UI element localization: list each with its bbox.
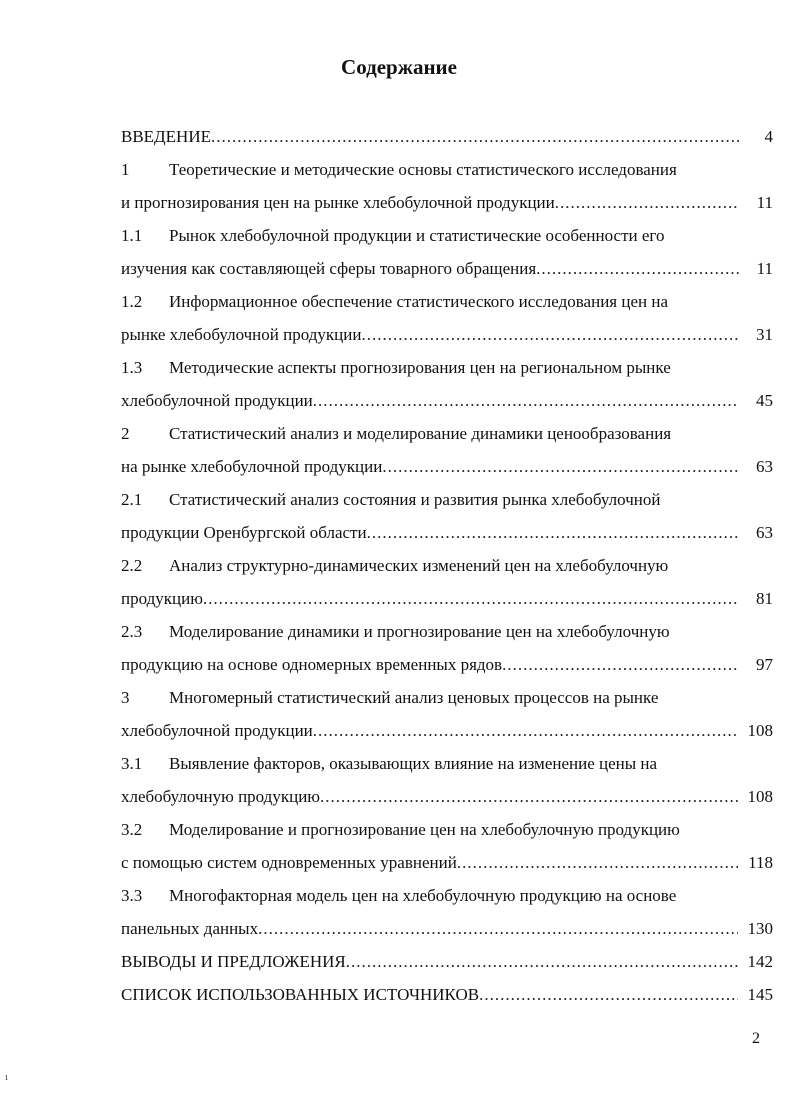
- toc-entry-2-1-continued[interactable]: [121, 520, 773, 546]
- page-title: Содержание: [341, 55, 457, 79]
- toc-entry-title-continued: продукцию: [121, 589, 203, 608]
- toc-page-number: 145: [747, 985, 773, 1004]
- toc-section-number: 1: [121, 160, 130, 179]
- toc-section-number: 2: [121, 424, 130, 443]
- toc-page-number: 81: [756, 589, 773, 608]
- dot-leader: [258, 916, 737, 942]
- toc-page-number: 11: [756, 193, 773, 212]
- toc-page-number: 63: [756, 523, 773, 542]
- toc-entry-title: Статистический анализ состояния и развития рынка хлебобулочной: [169, 490, 661, 509]
- toc-entry-1-2-continued[interactable]: [121, 322, 773, 348]
- dot-leader: [502, 652, 739, 678]
- toc-page-number: 108: [747, 787, 773, 806]
- toc-entry-3-3[interactable]: [121, 883, 773, 909]
- toc-entry-title: Информационное обеспечение статистического исследования цен на: [169, 292, 668, 311]
- toc-page-number: 130: [747, 919, 773, 938]
- toc-section-number: 2.1: [121, 490, 143, 509]
- toc-entry-title: Рынок хлебобулочной продукции и статистические особенности его: [169, 226, 665, 245]
- dot-leader: [361, 322, 739, 348]
- toc-entry-1-3-continued[interactable]: [121, 388, 773, 414]
- dot-leader: [320, 784, 738, 810]
- toc-entry-title: Моделирование и прогнозирование цен на хлебобулочную продукцию: [169, 820, 680, 839]
- page-number: 2: [752, 1030, 760, 1047]
- toc-page-number: 31: [756, 325, 773, 344]
- toc-page-number: 97: [756, 655, 773, 674]
- toc-entry-title-continued: хлебобулочной продукции: [121, 391, 313, 410]
- toc-entry-1-continued[interactable]: [121, 190, 773, 216]
- toc-entry-title-continued: панельных данных: [121, 919, 259, 938]
- toc-entry-title-continued: хлебобулочную продукцию: [121, 787, 320, 806]
- toc-entry-title: СПИСОК ИСПОЛЬЗОВАННЫХ ИСТОЧНИКОВ: [121, 985, 480, 1004]
- toc-section-number: 3: [121, 688, 130, 707]
- toc-entry-title: Статистический анализ и моделирование динамики ценообразования: [169, 424, 672, 443]
- toc-page-number: 11: [756, 259, 773, 278]
- toc-entry-2-2-continued[interactable]: [121, 586, 773, 612]
- dot-leader: [457, 850, 738, 876]
- dot-leader: [346, 949, 738, 975]
- toc-entry-introduction[interactable]: [121, 124, 773, 150]
- toc-entry-title-continued: продукции Оренбургской области: [121, 523, 367, 542]
- toc-section-number: 1.1: [121, 226, 143, 245]
- toc-entry-3-1[interactable]: [121, 751, 773, 777]
- toc-entry-title-continued: продукцию на основе одномерных временных рядов: [121, 655, 503, 674]
- toc-entry-title: Многомерный статистический анализ ценовых процессов на рынке: [169, 688, 659, 707]
- toc-section-number: 3.2: [121, 820, 143, 839]
- toc-section-number: 3.3: [121, 886, 143, 905]
- toc-entry-title-continued: изучения как составляющей сферы товарного обращения: [121, 259, 537, 278]
- toc-page-number: 4: [764, 127, 773, 146]
- toc-entry-2[interactable]: [121, 421, 773, 447]
- toc-section-number: 3.1: [121, 754, 143, 773]
- toc-page-number: 118: [748, 853, 773, 872]
- toc-entry-conclusions[interactable]: [121, 949, 773, 975]
- toc-entry-2-3-continued[interactable]: [121, 652, 773, 678]
- dot-leader: [479, 982, 737, 1008]
- dot-leader: [382, 454, 739, 480]
- toc-entry-3-2[interactable]: [121, 817, 773, 843]
- toc-page-number: 63: [756, 457, 773, 476]
- toc-entry-3-continued[interactable]: [121, 718, 773, 744]
- toc-entry-1-2[interactable]: [121, 289, 773, 315]
- toc-page-number: 142: [747, 952, 773, 971]
- toc-entry-3-3-continued[interactable]: [121, 916, 773, 942]
- dot-leader: [367, 520, 739, 546]
- toc-section-number: 2.3: [121, 622, 143, 641]
- toc-entry-title: Теоретические и методические основы статистического исследования: [169, 160, 677, 179]
- toc-entry-1-3[interactable]: [121, 355, 773, 381]
- toc-entry-1-1[interactable]: [121, 223, 773, 249]
- toc-entry-references[interactable]: [121, 982, 773, 1008]
- toc-entry-1-1-continued[interactable]: [121, 256, 773, 282]
- toc-entry-title-continued: на рынке хлебобулочной продукции: [121, 457, 383, 476]
- dot-leader: [211, 124, 739, 150]
- toc-entry-title: Методические аспекты прогнозирования цен на региональном рынке: [169, 358, 671, 377]
- toc-entry-2-1[interactable]: [121, 487, 773, 513]
- toc-entry-title: Многофакторная модель цен на хлебобулочную продукцию на основе: [169, 886, 677, 905]
- toc-entry-title-continued: рынке хлебобулочной продукции: [121, 325, 362, 344]
- toc-entry-title: Анализ структурно-динамических изменений цен на хлебобулочную: [169, 556, 669, 575]
- toc-entry-2-2[interactable]: [121, 553, 773, 579]
- toc-page-number: 45: [756, 391, 773, 410]
- toc-entry-title: ВЫВОДЫ И ПРЕДЛОЖЕНИЯ: [121, 952, 346, 971]
- toc-entry-title-continued: хлебобулочной продукции: [121, 721, 313, 740]
- toc-entry-title-continued: и прогнозирования цен на рынке хлебобулочной продукции: [121, 193, 555, 212]
- toc-entry-3-1-continued[interactable]: [121, 784, 773, 810]
- toc-entry-title: Моделирование динамики и прогнозирование цен на хлебобулочную: [169, 622, 670, 641]
- dot-leader: [536, 256, 739, 282]
- toc-section-number: 1.2: [121, 292, 143, 311]
- scan-mark: ı: [5, 1072, 8, 1083]
- dot-leader: [555, 190, 739, 216]
- dot-leader: [313, 718, 738, 744]
- toc-entry-3-2-continued[interactable]: [121, 850, 773, 876]
- toc-entry-title: ВВЕДЕНИЕ: [121, 127, 211, 146]
- toc-entry-title-continued: с помощью систем одновременных уравнений: [121, 853, 457, 872]
- dot-leader: [203, 586, 739, 612]
- toc-section-number: 1.3: [121, 358, 143, 377]
- toc-entry-3[interactable]: [121, 685, 773, 711]
- toc-entry-2-continued[interactable]: [121, 454, 773, 480]
- toc-entry-title: Выявление факторов, оказывающих влияние на изменение цены на: [169, 754, 658, 773]
- dot-leader: [313, 388, 739, 414]
- toc-page-number: 108: [747, 721, 773, 740]
- toc-section-number: 2.2: [121, 556, 143, 575]
- toc-entry-2-3[interactable]: [121, 619, 773, 645]
- toc-entry-1[interactable]: [121, 157, 773, 183]
